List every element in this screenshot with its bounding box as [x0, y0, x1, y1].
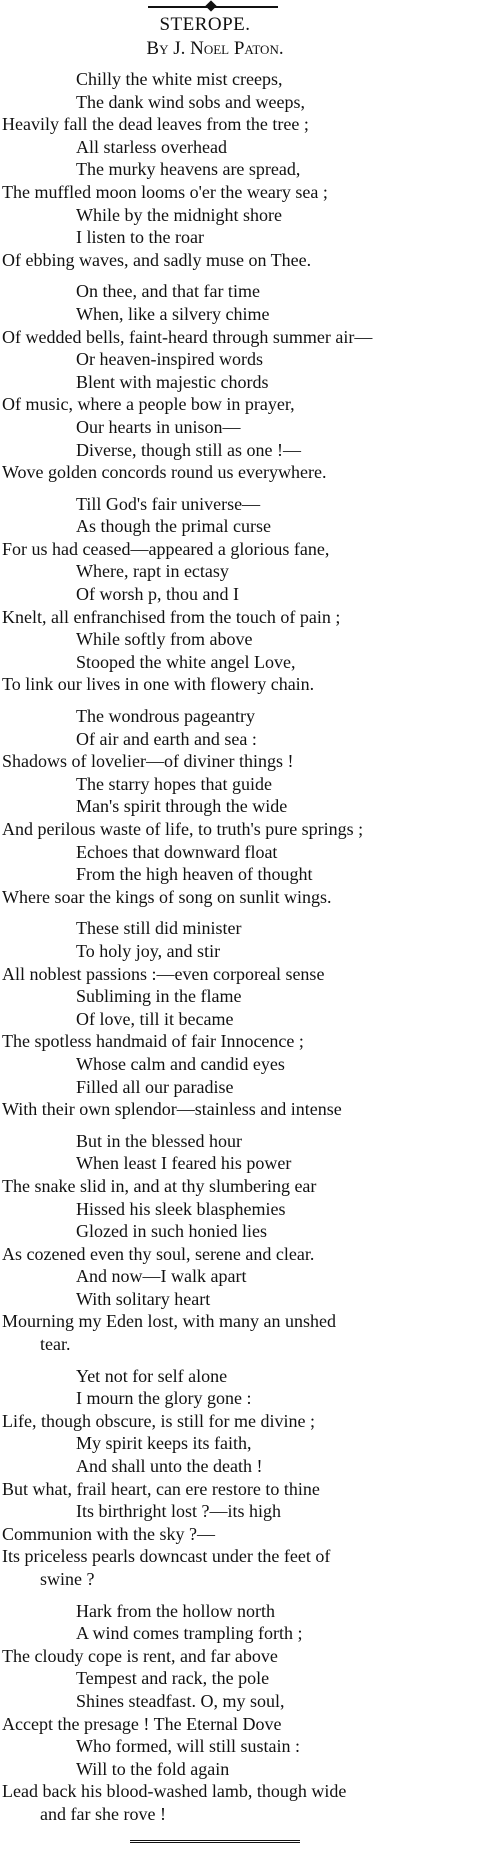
poem-line: The muffled moon looms o'er the weary sea ; [2, 181, 328, 202]
poem-line: The wondrous pageantry [76, 706, 255, 727]
poem-line: Its priceless pearls downcast under the feet of [2, 1546, 331, 1567]
poem-line: Subliming in the flame [76, 986, 242, 1007]
poem-line: Yet not for self alone [76, 1365, 228, 1386]
poem-line: The dank wind sobs and weeps, [76, 91, 305, 112]
poem-line: Where soar the kings of song on sunlit wings. [2, 886, 332, 907]
poem-line: Mourning my Eden lost, with many an unshed [2, 1311, 336, 1332]
poem-line: From the high heaven of thought [76, 864, 313, 885]
poem-line: Wove golden concords round us everywhere. [2, 462, 327, 483]
poem-line: Of love, till it became [76, 1008, 234, 1029]
poem-line: A wind comes trampling forth ; [76, 1623, 303, 1644]
poem-line: Hissed his sleek blasphemies [76, 1198, 286, 1219]
poem-line: Of wedded bells, faint-heard through summer air— [2, 326, 373, 347]
poem-line: As cozened even thy soul, serene and clear. [2, 1243, 315, 1264]
poem-byline: By J. Noel Paton. [146, 38, 284, 59]
poem-line: And now—I walk apart [76, 1266, 247, 1287]
stanza [0, 493, 470, 696]
poem-line: While softly from above [76, 629, 253, 650]
poem-line: As though the primal curse [76, 516, 271, 537]
poem-line: Of air and earth and sea : [76, 728, 257, 749]
poem-line: The cloudy cope is rent, and far above [2, 1645, 278, 1666]
poem-line: Where, rapt in ectasy [76, 561, 229, 582]
stanza [0, 1600, 470, 1826]
poem-line: I mourn the glory gone : [76, 1388, 252, 1409]
poem-line: All starless overhead [76, 136, 227, 157]
stanza [0, 1365, 470, 1591]
poem-line: Blent with majestic chords [76, 371, 269, 392]
poem-line: Till God's fair universe— [76, 493, 261, 514]
poem-line: But what, frail heart, can ere restore to thine [2, 1478, 320, 1499]
poem-line: But in the blessed hour [76, 1130, 242, 1151]
poem-line: The snake slid in, and at thy slumbering ear [2, 1175, 317, 1196]
poem-title: STEROPE. [159, 14, 251, 35]
poem-line: For us had ceased—appeared a glorious fane, [2, 538, 330, 559]
poem-line: Knelt, all enfranchised from the touch of pain ; [2, 606, 341, 627]
poem-line: Who formed, will still sustain : [76, 1736, 300, 1757]
poem-line: Communion with the sky ?— [2, 1523, 215, 1544]
poem-line: Of ebbing waves, and sadly muse on Thee. [2, 249, 312, 270]
poem-line: tear. [40, 1334, 71, 1355]
poem-line: Man's spirit through the wide [76, 796, 288, 817]
poem-line: Of worsh p, thou and I [76, 584, 239, 605]
poem-body [0, 68, 470, 1835]
poem-line: With solitary heart [76, 1288, 211, 1309]
poem-line: Whose calm and candid eyes [76, 1053, 285, 1074]
poem-line: My spirit keeps its faith, [76, 1433, 252, 1454]
poem-line: Heavily fall the dead leaves from the tree ; [2, 114, 309, 135]
poem-line: Shines steadfast. O, my soul, [76, 1690, 285, 1711]
stanza [0, 280, 470, 483]
poem-line: On thee, and that far time [76, 281, 260, 302]
poem-line: Tempest and rack, the pole [76, 1668, 270, 1689]
poem-line: The murky heavens are spread, [76, 159, 301, 180]
poem-line: When, like a silvery chime [76, 303, 270, 324]
poem-line: I listen to the roar [76, 227, 204, 248]
poem-line: Our hearts in unison— [76, 416, 241, 437]
poem-line: Accept the presage ! The Eternal Dove [2, 1713, 282, 1734]
poem-line: Shadows of lovelier—of diviner things ! [2, 751, 294, 772]
poem-line: Filled all our paradise [76, 1076, 234, 1097]
poem-line: Stooped the white angel Love, [76, 651, 296, 672]
poem-line: To link our lives in one with flowery chain. [2, 674, 315, 695]
poem-line: Life, though obscure, is still for me divine ; [2, 1410, 315, 1431]
poem-line: swine ? [40, 1569, 95, 1589]
stanza [0, 705, 470, 908]
poem-line: While by the midnight shore [76, 204, 282, 225]
poem-line: And shall unto the death ! [76, 1456, 263, 1477]
poem-line: The starry hopes that guide [76, 773, 272, 794]
stanza [0, 68, 470, 271]
stanza [0, 917, 470, 1120]
poem-line: Lead back his blood-washed lamb, though wide [2, 1781, 347, 1802]
poem-line: Hark from the hollow north [76, 1600, 275, 1621]
poem-line: And perilous waste of life, to truth's pure springs ; [2, 819, 364, 839]
poem-line: Glozed in such honied lies [76, 1221, 267, 1242]
poem-line: These still did minister [76, 918, 242, 939]
poem-line: All noblest passions :—even corporeal sense [2, 963, 325, 984]
poem-line: To holy joy, and stir [76, 940, 221, 961]
bottom-double-rule [130, 1840, 300, 1847]
stanza [0, 1130, 470, 1356]
poem-line: Of music, where a people bow in prayer, [2, 394, 295, 415]
poem-line: Will to the fold again [76, 1758, 230, 1779]
poem-line: Chilly the white mist creeps, [76, 69, 283, 89]
poem-line: Echoes that downward float [76, 841, 278, 862]
diamond-ornament-icon [205, 0, 216, 11]
poem-line: With their own splendor—stainless and intense [2, 1099, 342, 1120]
poem-line: Its birthright lost ?—its high [76, 1501, 281, 1522]
poem-line: When least I feared his power [76, 1153, 292, 1174]
poem-line: Diverse, though still as one !— [76, 439, 301, 460]
poem-line: The spotless handmaid of fair Innocence ; [2, 1031, 304, 1052]
poem-line: Or heaven-inspired words [76, 349, 263, 370]
top-ornament-rule [148, 6, 278, 8]
poem-line: and far she rove ! [40, 1803, 166, 1824]
